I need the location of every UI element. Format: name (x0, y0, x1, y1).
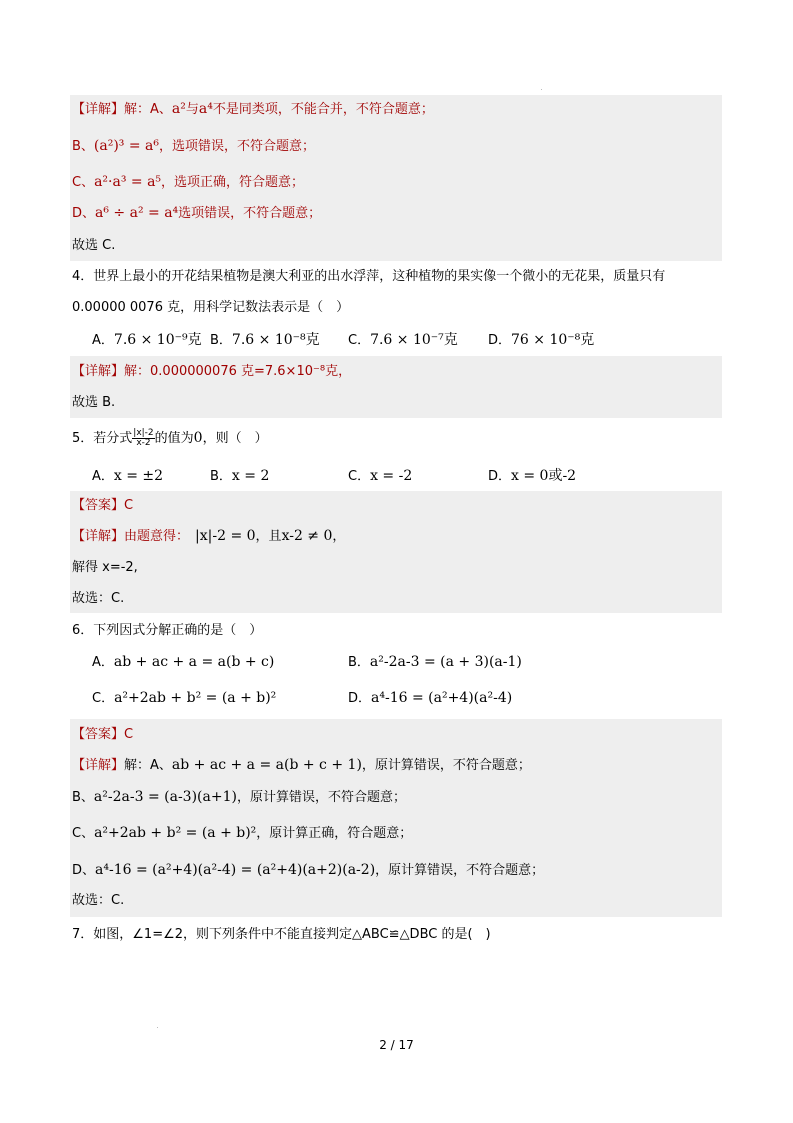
scan-speck (541, 89, 542, 90)
q4-stem-line-2: 0.00000 0076 克，用科学记数法表示是（ ） (72, 300, 350, 315)
q5-option-b: B．x = 2 (210, 468, 270, 484)
q4-option-b: B．7.6 × 10⁻⁸克 (210, 332, 320, 348)
q5-option-c: C．x = -2 (348, 468, 413, 484)
q5-detail-block (70, 491, 722, 613)
answer-tag: 【答案】 (72, 727, 125, 742)
q4-option-a: A．7.6 × 10⁻⁹克 (92, 332, 202, 348)
detail-tag: 【详解】 (72, 529, 125, 544)
q5-answer: 【答案】C (72, 498, 134, 513)
q5-choose: 故选：C. (72, 591, 125, 606)
q5-option-d: D．x = 0或-2 (488, 468, 577, 484)
q6-answer: 【答案】C (72, 727, 134, 742)
q4-stem-line-1: 4．世界上最小的开花结果植物是澳大利亚的出水浮萍，这种植物的果实像一个微小的无花果，质量只有 (72, 269, 666, 284)
q5-solve: 解得 x=-2, (72, 560, 138, 575)
q3-detail-line-1: 【详解】解：A、a²与a⁴不是同类项，不能合并，不符合题意； (72, 101, 434, 117)
q4-detail: 【详解】解：0.000000076 克=7.6×10⁻⁸克， (72, 364, 352, 379)
q6-detail-line-2: B、a²-2a-3 = (a-3)(a+1)，原计算错误，不符合题意； (72, 789, 406, 805)
q6-detail-line-4: D、a⁴-16 = (a²+4)(a²-4) = (a²+4)(a+2)(a-2)，原计算错误，不符合题意； (72, 862, 545, 878)
q6-detail-line-1: 【详解】解：A、ab + ac + a = a(b + c + 1)，原计算错误，不符合题意； (72, 757, 531, 773)
page-number: 2 / 17 (379, 1038, 414, 1052)
detail-tag: 【详解】 (72, 102, 125, 117)
q6-option-c: C．a²+2ab + b² = (a + b)² (92, 690, 277, 706)
detail-tag: 【详解】 (72, 758, 125, 773)
q4-option-c: C．7.6 × 10⁻⁷克 (348, 332, 458, 348)
detail-tag: 【详解】 (72, 364, 125, 379)
q6-option-b: B．a²-2a-3 = (a + 3)(a-1) (348, 654, 522, 670)
q6-detail-block (70, 719, 722, 917)
q6-option-a: A．ab + ac + a = a(b + c) (92, 654, 275, 670)
answer-tag: 【答案】 (72, 498, 125, 513)
q6-detail-line-3: C、a²+2ab + b² = (a + b)²，原计算正确，符合题意； (72, 825, 413, 841)
q5-stem: 5．若分式 $\frac{|x|-2}{x-2}$ 的值为0，则（ ） (72, 428, 268, 448)
q6-stem: 6．下列因式分解正确的是（ ） (72, 623, 263, 638)
scan-speck (157, 1027, 158, 1028)
q3-detail-line-2: B、(a²)³ = a⁶，选项错误，不符合题意； (72, 138, 316, 154)
q4-choose: 故选 B. (72, 395, 116, 410)
q6-choose: 故选：C. (72, 893, 125, 908)
q5-option-a: A．x = ±2 (92, 468, 164, 484)
q6-option-d: D．a⁴-16 = (a²+4)(a²-4) (348, 690, 513, 706)
q3-detail-line-3: C、a²·a³ = a⁵，选项正确，符合题意； (72, 174, 305, 190)
q3-choose: 故选 C. (72, 238, 116, 253)
q4-option-d: D．76 × 10⁻⁸克 (488, 332, 595, 348)
q3-detail-line-4: D、a⁶ ÷ a² = a⁴选项错误，不符合题意； (72, 205, 322, 221)
q5-detail: 【详解】由题意得： |x|-2 = 0，且x-2 ≠ 0， (72, 528, 346, 544)
q7-stem: 7．如图，∠1=∠2，则下列条件中不能直接判定△ABC≌△DBC 的是( ) (72, 927, 491, 942)
fraction: $\frac{|x|-2}{x-2}$ (133, 428, 154, 448)
